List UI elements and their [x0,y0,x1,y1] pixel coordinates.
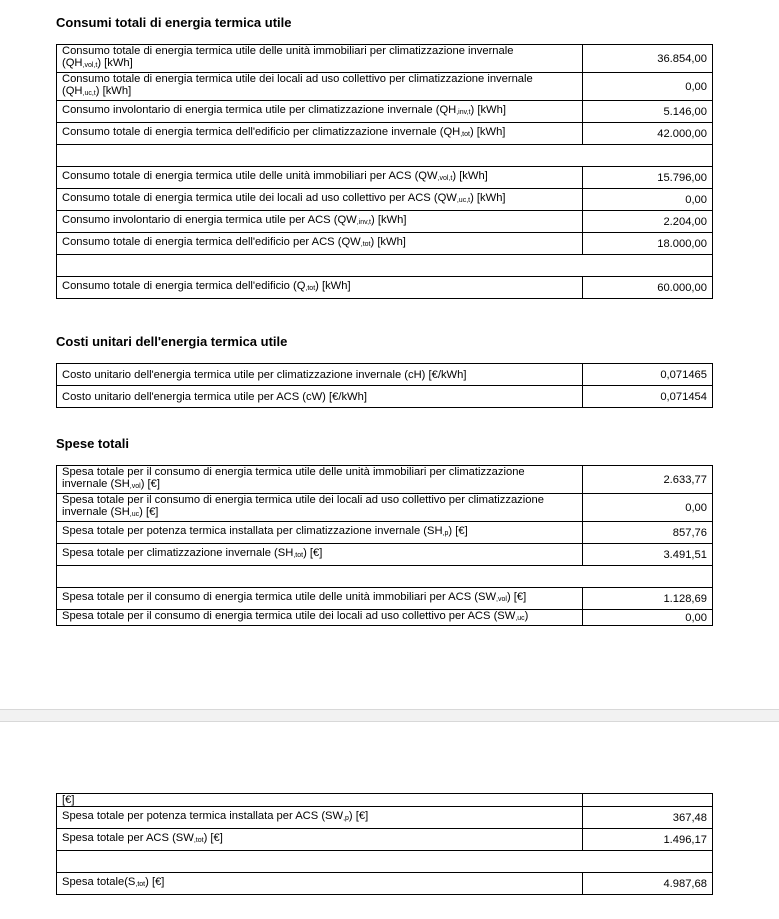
section-title-spese: Spese totali [56,436,129,451]
table-row [57,494,713,522]
row-label: Spesa totale per potenza termica installata per climatizzazione invernale $(SH_{,p})$ [€] [57,522,583,544]
empty-row [57,566,713,588]
table-spese-continued [56,793,713,895]
table-row [57,189,713,211]
table-row [57,794,713,807]
row-label: Consumo totale di energia termica utile delle unità immobiliari per climatizzazione invernale $(QH_{,vol,t})$ [kWh] [57,45,583,73]
row-label: Consumo totale di energia termica dell'edificio per climatizzazione invernale $(QH_{,tot})$ [kWh] [57,123,583,145]
row-label: Spesa totale per climatizzazione invernale $(SH_{,tot})$ [€] [57,544,583,566]
table-row [57,233,713,255]
row-label: Spesa totale per il consumo di energia termica utile dei locali ad uso collettivo per climatizzazione invernale $(SH_{,uc})$ [€] [57,494,583,522]
table-consumi [56,44,713,299]
row-value: 0,00 [583,494,713,522]
empty-row [57,145,713,167]
section-title-consumi: Consumi totali di energia termica utile [56,15,292,30]
row-label: Consumo totale di energia termica dell'edificio per ACS $(QW_{,tot})$ [kWh] [57,233,583,255]
row-value: 0,00 [583,610,713,626]
table-row [57,45,713,73]
row-label: Spesa totale per potenza termica installata per ACS $(SW_{,p})$ [€] [57,807,583,829]
row-value: 0,00 [583,73,713,101]
row-value: 0,00 [583,189,713,211]
section-title-costi: Costi unitari dell'energia termica utile [56,334,288,349]
table-row [57,277,713,299]
row-value: 42.000,00 [583,123,713,145]
table-row [57,588,713,610]
table-row [57,829,713,851]
table-row [57,386,713,408]
table-row [57,211,713,233]
row-label: Costo unitario dell'energia termica utile per climatizzazione invernale (cH) [€/kWh] [57,364,583,386]
row-label: Costo unitario dell'energia termica utile per ACS (cW) [€/kWh] [57,386,583,408]
row-label: Spesa $totale(S_{,tot})$ [€] [57,873,583,895]
row-value [583,794,713,807]
row-value: 0,071465 [583,364,713,386]
table-row [57,73,713,101]
row-value: 1.496,17 [583,829,713,851]
row-label: Consumo totale di energia termica utile delle unità immobiliari per ACS $(QW_{,vol,t})$ [kWh] [57,167,583,189]
row-label: Spesa totale per il consumo di energia termica utile delle unità immobiliari per climatizzazione invernale $(SH_{,vol})$ [€] [57,466,583,494]
table-row [57,123,713,145]
row-label: Consumo involontario di energia termica utile per climatizzazione invernale $(QH_{,inv,t})$ [kWh] [57,101,583,123]
row-value: 2.633,77 [583,466,713,494]
row-label: Consumo totale di energia termica utile dei locali ad uso collettivo per ACS $(QW_{,uc,t})$ [kWh] [57,189,583,211]
row-value: 367,48 [583,807,713,829]
empty-row [57,851,713,873]
table-row [57,544,713,566]
empty-row [57,255,713,277]
row-value: 60.000,00 [583,277,713,299]
row-value: 36.854,00 [583,45,713,73]
table-costi [56,363,713,408]
table-row [57,522,713,544]
row-value: 5.146,00 [583,101,713,123]
row-value: 0,071454 [583,386,713,408]
row-value: 18.000,00 [583,233,713,255]
row-label: Spesa totale per il consumo di energia termica utile delle unità immobiliari per ACS $(SW_{,vol})$ [€] [57,588,583,610]
row-label: Spesa totale per ACS $(SW_{,tot})$ [€] [57,829,583,851]
row-value: 4.987,68 [583,873,713,895]
row-label: Consumo involontario di energia termica utile per ACS $(QW_{,inv,t})$ [kWh] [57,211,583,233]
row-label: [€] [57,794,583,807]
table-row [57,101,713,123]
row-value: 2.204,00 [583,211,713,233]
table-row [57,364,713,386]
page-separator [0,709,779,722]
table-spese [56,465,713,626]
table-row [57,807,713,829]
row-label: Consumo totale di energia termica dell'edificio $(Q_{,tot})$ [kWh] [57,277,583,299]
row-value: 15.796,00 [583,167,713,189]
row-value: 857,76 [583,522,713,544]
row-label: Spesa totale per il consumo di energia termica utile dei locali ad uso collettivo per ACS $(SW_{,uc})$ [57,610,583,626]
table-row [57,466,713,494]
row-value: 3.491,51 [583,544,713,566]
table-row [57,610,713,626]
table-row [57,873,713,895]
table-row [57,167,713,189]
row-label: Consumo totale di energia termica utile dei locali ad uso collettivo per climatizzazione invernale $(QH_{,uc,t})$ [kWh] [57,73,583,101]
row-value: 1.128,69 [583,588,713,610]
